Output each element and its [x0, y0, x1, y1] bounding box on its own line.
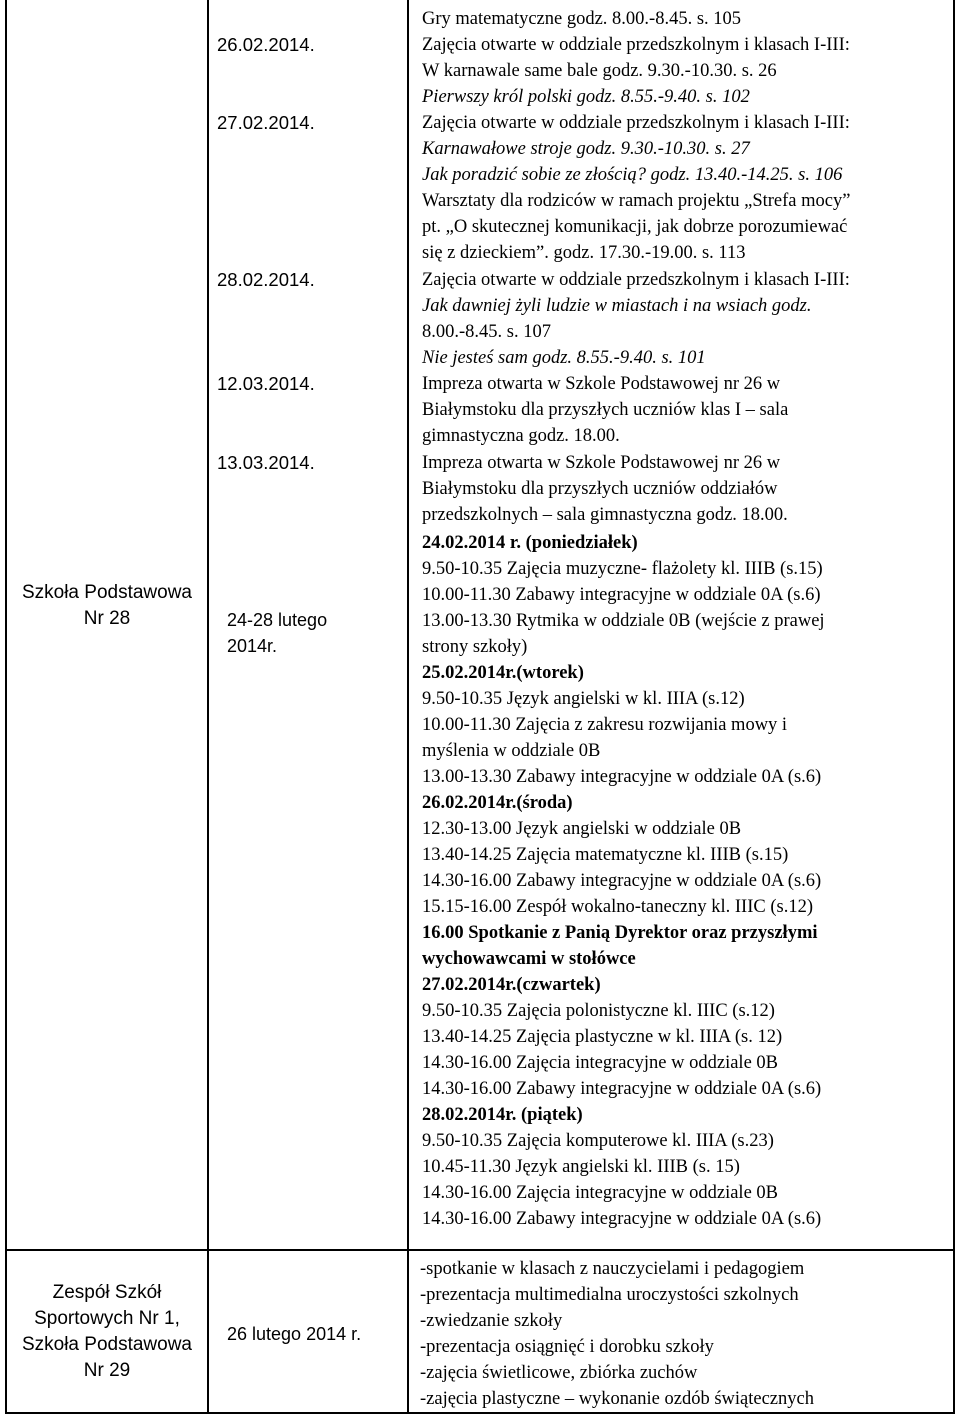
date-label: 13.03.2014.	[217, 452, 315, 473]
day-heading: 26.02.2014r.(środa)	[422, 793, 573, 813]
events-sp28	[422, 530, 947, 1230]
event-line: 10.45-11.30 Język angielski kl. IIIB (s. 15)	[422, 1157, 740, 1177]
event-line: 13.00-13.30 Rytmika w oddziale 0B (wejście z prawej	[422, 611, 825, 631]
activities-sp29	[420, 1256, 947, 1412]
date-sp28	[227, 607, 327, 659]
school-name-line: Sportowych Nr 1,	[34, 1308, 180, 1329]
school-name-sp28	[7, 580, 207, 632]
event-line: 9.50-10.35 Zajęcia muzyczne- flażolety kl. IIIB (s.15)	[422, 559, 823, 579]
event-line: Karnawałowe stroje godz. 9.30.-10.30. s. 27	[422, 139, 750, 159]
event-line: 14.30-16.00 Zabawy integracyjne w oddziale 0A (s.6)	[422, 1079, 822, 1099]
event-line: 9.50-10.35 Zajęcia polonistyczne kl. IIIC (s.12)	[422, 1001, 775, 1021]
date-line: 2014r.	[227, 636, 278, 656]
event-line: 8.00.-8.45. s. 107	[422, 322, 551, 342]
date-label: 27.02.2014.	[217, 112, 315, 133]
date-sp29: 26 lutego 2014 r.	[227, 1324, 362, 1344]
event-line: 15.15-16.00 Zespół wokalno-taneczny kl. IIIC (s.12)	[422, 897, 813, 917]
event-line: myślenia w oddziale 0B	[422, 741, 601, 761]
day-heading: 25.02.2014r.(wtorek)	[422, 663, 584, 683]
day-heading: 24.02.2014 r. (poniedziałek)	[422, 533, 638, 553]
event-line: Impreza otwarta w Szkole Podstawowej nr 26 w	[422, 374, 781, 394]
event-line: 10.00-11.30 Zajęcia z zakresu rozwijania mowy i	[422, 715, 788, 735]
event-line: 14.30-16.00 Zajęcia integracyjne w oddziale 0B	[422, 1053, 778, 1073]
school-name-line: Zespół Szkół	[52, 1282, 162, 1303]
event-line: Jak poradzić sobie ze złością? godz. 13.40.-14.25. s. 106	[422, 165, 843, 185]
event-line: 14.30-16.00 Zajęcia integracyjne w oddziale 0B	[422, 1183, 778, 1203]
event-line: przedszkolnych – sala gimnastyczna godz. 18.00.	[422, 505, 788, 525]
event-line: się z dzieckiem”. godz. 17.30.-19.00. s. 113	[422, 243, 746, 263]
event-line: 9.50-10.35 Język angielski w kl. IIIA (s.12)	[422, 689, 745, 709]
event-line: Jak dawniej żyli ludzie w miastach i na wsiach godz.	[422, 296, 812, 316]
school-name-line: Nr 29	[83, 1360, 131, 1381]
event-line-highlight: 16.00 Spotkanie z Panią Dyrektor oraz przyszłymi	[422, 923, 818, 943]
table-border-left	[5, 0, 7, 1414]
event-line: 13.00-13.30 Zabawy integracyjne w oddziale 0A (s.6)	[422, 767, 822, 787]
school-name-line: Nr 28	[83, 608, 131, 629]
event-line: Zajęcia otwarte w oddziale przedszkolnym i klasach I-III:	[422, 35, 850, 55]
activity-item: -prezentacja multimedialna uroczystości szkolnych	[420, 1285, 799, 1305]
event-line: Nie jesteś sam godz. 8.55.-9.40. s. 101	[422, 348, 706, 368]
event-line: strony szkoły)	[422, 637, 528, 657]
event-line: 14.30-16.00 Zabawy integracyjne w oddziale 0A (s.6)	[422, 1209, 822, 1229]
school-name-sp29	[7, 1280, 207, 1384]
event-line: gimnastyczna godz. 18.00.	[422, 426, 620, 446]
upper-schedule	[217, 0, 947, 530]
event-line: pt. „O skutecznej komunikacji, jak dobrze porozumiewać	[422, 217, 848, 237]
table-border-right	[953, 0, 955, 1414]
school-name-line: Szkoła Podstawowa	[21, 1334, 193, 1355]
date-label: 12.03.2014.	[217, 373, 315, 394]
event-line: 13.40-14.25 Zajęcia matematyczne kl. IIIB (s.15)	[422, 845, 789, 865]
table-border-bottom	[5, 1412, 955, 1414]
date-line: 24-28 lutego	[227, 610, 328, 630]
activity-item: -zajęcia świetlicowe, zbiórka zuchów	[420, 1363, 698, 1383]
event-line: Zajęcia otwarte w oddziale przedszkolnym i klasach I-III:	[422, 113, 850, 133]
event-line: 9.50-10.35 Zajęcia komputerowe kl. IIIA (s.23)	[422, 1131, 774, 1151]
activity-item: -prezentacja osiągnięć i dorobku szkoły	[420, 1337, 714, 1357]
activity-item: -zwiedzanie szkoły	[420, 1311, 563, 1331]
event-line-highlight: wychowawcami w stołówce	[422, 949, 636, 969]
event-line: Zajęcia otwarte w oddziale przedszkolnym i klasach I-III:	[422, 270, 850, 290]
event-line: 10.00-11.30 Zabawy integracyjne w oddziale 0A (s.6)	[422, 585, 821, 605]
school-name-line: Szkoła Podstawowa	[21, 582, 193, 603]
activity-item: -zajęcia plastyczne – wykonanie ozdób świątecznych	[420, 1389, 814, 1409]
event-line: Gry matematyczne godz. 8.00.-8.45. s. 105	[422, 9, 742, 29]
event-line: Warsztaty dla rodziców w ramach projektu „Strefa mocy”	[422, 191, 851, 211]
event-line: Impreza otwarta w Szkole Podstawowej nr 26 w	[422, 453, 781, 473]
event-line: 14.30-16.00 Zabawy integracyjne w oddziale 0A (s.6)	[422, 871, 822, 891]
date-label: 28.02.2014.	[217, 269, 315, 290]
event-line: 13.40-14.25 Zajęcia plastyczne w kl. IIIA (s. 12)	[422, 1027, 783, 1047]
day-heading: 28.02.2014r. (piątek)	[422, 1105, 583, 1125]
event-line: Białymstoku dla przyszłych uczniów oddziałów	[422, 479, 778, 499]
event-line: 12.30-13.00 Język angielski w oddziale 0B	[422, 819, 742, 839]
table-divider-school	[207, 0, 209, 1414]
day-heading: 27.02.2014r.(czwartek)	[422, 975, 601, 995]
row-divider	[5, 1249, 955, 1251]
event-line: Białymstoku dla przyszłych uczniów klas I – sala	[422, 400, 789, 420]
date-label: 26.02.2014.	[217, 34, 315, 55]
event-line: W karnawale same bale godz. 9.30.-10.30. s. 26	[422, 61, 777, 81]
activity-item: -spotkanie w klasach z nauczycielami i pedagogiem	[420, 1259, 805, 1279]
event-line: Pierwszy król polski godz. 8.55.-9.40. s. 102	[422, 87, 750, 107]
